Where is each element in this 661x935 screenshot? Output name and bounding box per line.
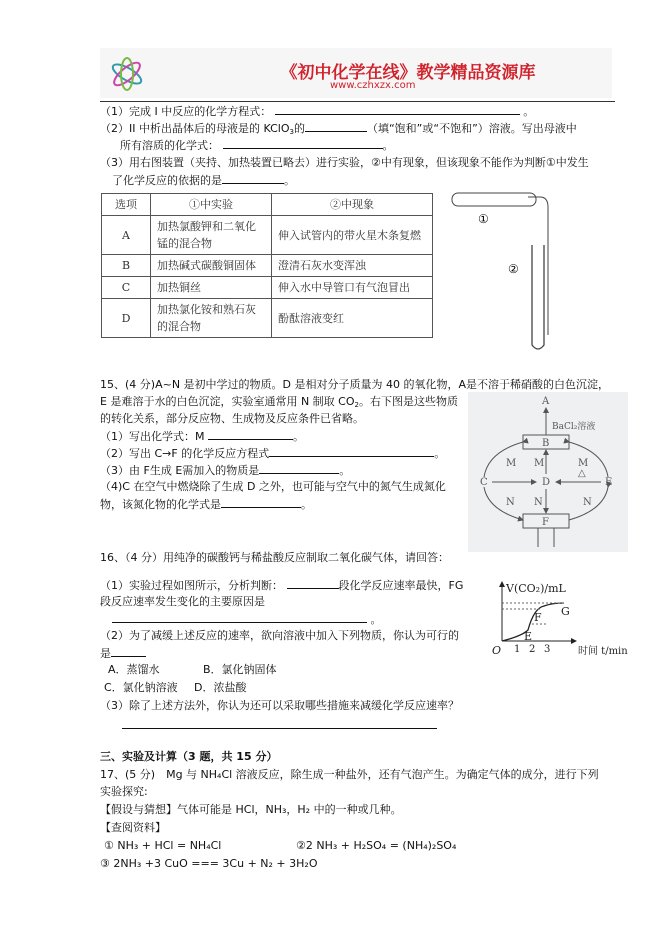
table-cell: B <box>102 255 151 277</box>
table-cell: A <box>102 216 151 255</box>
tube-label-1: ① <box>478 212 489 226</box>
heat-symbol: △ <box>578 468 586 479</box>
q16-part1-cont: 段反应速率发生变化的主要原因是 <box>100 595 265 608</box>
table-cell: 澄清石灰水变浑浊 <box>272 255 433 277</box>
section-3-title: 三、实验及计算（3 题，共 15 分） <box>100 750 278 763</box>
q16-part2-cont: 是 <box>100 645 146 662</box>
table-cell: 加热碱式碳酸铜固体 <box>151 255 272 277</box>
node-f: F <box>542 517 549 528</box>
q15-part2: （2）写出 C→F 的化学反应方程式 。 <box>100 447 446 460</box>
atom-logo-icon <box>106 54 148 94</box>
q16-option-b: B．氯化钠固体 <box>203 663 277 676</box>
experiment-table <box>101 193 433 338</box>
table-cell: 酚酞溶液变红 <box>272 299 433 338</box>
point-g: G <box>561 605 570 618</box>
point-f: F <box>534 611 542 624</box>
header-banner <box>100 48 612 98</box>
node-c: C <box>480 477 488 488</box>
x-tick: 2 <box>529 644 536 655</box>
tube-label-2: ② <box>508 262 519 276</box>
table-cell: D <box>102 299 151 338</box>
table-cell: 伸入试管内的带火星木条复燃 <box>272 216 433 255</box>
banner-title: 《初中化学在线》教学精品资源库 <box>280 63 536 83</box>
q14-part3-cont: 了化学反应的依据的是 。 <box>112 174 295 187</box>
table-header: ①中实验 <box>151 194 272 216</box>
q16-part2: （2）为了减缓上述反应的速率，欲向溶液中加入下列物质，你认为可行的 <box>100 629 459 642</box>
table-cell: 加热铜丝 <box>151 277 272 299</box>
test-tube-apparatus-figure <box>448 185 558 360</box>
q16-part3: （3）除了上述方法外，你认为还可以采取哪些措施来减缓化学反应速率？ <box>100 699 459 712</box>
chart-y-label: V(CO₂)/mL <box>506 582 566 595</box>
table-cell: 加热氯化铵和熟石灰 的混合物 <box>151 299 272 338</box>
q14-part1: （1）完成 I 中反应的化学方程式： 。 <box>100 105 535 118</box>
node-d: D <box>542 477 551 488</box>
x-tick: 1 <box>514 644 521 655</box>
q17-stem-cont: 实验探究: <box>100 785 148 798</box>
q17-hypothesis: 【假设与猜想】气体可能是 HCl，NH₃，H₂ 中的一种或几种。 <box>100 803 402 816</box>
label-n: N <box>583 497 592 508</box>
q17-reference-heading: 【查阅资料】 <box>100 821 166 834</box>
q15-stem-line2: E 是难溶于水的白色沉淀，实验室通常用 N 制取 $CO_2$。右下图是这些物质 <box>100 395 458 409</box>
q15-stem-line3: 的转化关系，部分反应物、生成物及反应条件已省略。 <box>100 412 364 425</box>
q15-part4-cont: 物，该氮化物的化学式是 。 <box>100 498 312 511</box>
node-e: E <box>605 477 613 488</box>
q16-option-a: A．蒸馏水 <box>108 663 160 676</box>
reagent-label: BaCl₂溶液 <box>552 422 596 432</box>
conversion-diagram <box>468 392 628 552</box>
table-row <box>102 255 433 277</box>
q17-stem: 17、(5 分) Mg 与 NH₄Cl 溶液反应，除生成一种盐外，还有气泡产生。为确定气体的成分，进行下列 <box>100 768 599 781</box>
q14-part2: （2）II 中析出晶体后的母液是的 KClO$_3$的 （填“饱和”或“不饱和”）溶液。写出母液中 <box>100 122 577 136</box>
table-header: 选项 <box>102 194 151 216</box>
co2-volume-chart <box>486 578 646 660</box>
table-header-row <box>102 194 433 216</box>
x-tick: 3 <box>544 644 551 655</box>
chart-origin: O <box>492 644 502 657</box>
table-row <box>102 216 433 255</box>
table-cell: C <box>102 277 151 299</box>
table-cell: 加热氯酸钾和二氧化 锰的混合物 <box>151 216 272 255</box>
q15-stem-line1: 15、(4 分)A~N 是初中学过的物质。D 是相对分子质量为 40 的氧化物，A是不溶于稀硝酸的白色沉淀， <box>100 378 610 391</box>
q16-part1: （1）实验过程如图所示，分析判断： 段化学反应速率最快，FG <box>100 579 464 592</box>
label-n: N <box>506 497 515 508</box>
point-e: E <box>524 630 533 643</box>
label-m: M <box>578 458 589 469</box>
header-rule <box>100 101 615 102</box>
q14-part2-cont: 所有溶质的化学式： 。 <box>120 139 394 152</box>
q16-part1-blank: 。 <box>112 611 382 628</box>
q16-option-d: D．浓盐酸 <box>194 681 247 694</box>
table-header: ②中现象 <box>272 194 433 216</box>
node-b: B <box>542 438 550 449</box>
q14-part3: （3）用右图装置（夹持、加热装置已略去）进行实验，②中有现象，但该现象不能作为判断①中发生 <box>100 156 589 169</box>
q15-part3: （3）由 F生成 E需加入的物质是 。 <box>100 464 351 477</box>
q17-equation-2: ②2 NH₃ + H₂SO₄ = (NH₄)₂SO₄ <box>296 839 457 852</box>
table-row <box>102 299 433 338</box>
q15-part4: （4)C 在空气中燃烧除了生成 D 之外，也可能与空气中的氮气生成氮化 <box>100 480 446 493</box>
q15-part1: （1）写出化学式：M 。 <box>100 430 304 443</box>
label-m: M <box>506 458 517 469</box>
banner-url: www.czhxzx.com <box>330 80 416 91</box>
q16-option-c: C．氯化钠溶液 <box>104 681 178 694</box>
chart-x-label: 时间 t/min <box>578 646 628 657</box>
q16-stem: 16、（4 分）用纯净的碳酸钙与稀盐酸反应制取二氧化碳气体，请回答： <box>100 551 449 564</box>
q17-equation-1: ① NH₃ + HCl = NH₄Cl <box>104 839 222 852</box>
label-n: N <box>534 497 543 508</box>
label-m: M <box>534 458 545 469</box>
table-cell: 伸入水中导管口有气泡冒出 <box>272 277 433 299</box>
table-row <box>102 277 433 299</box>
node-a: A <box>542 396 550 407</box>
q17-equation-3: ③ 2NH₃ +3 CuO === 3Cu + N₂ + 3H₂O <box>100 857 318 870</box>
q16-part3-blank <box>122 717 437 734</box>
